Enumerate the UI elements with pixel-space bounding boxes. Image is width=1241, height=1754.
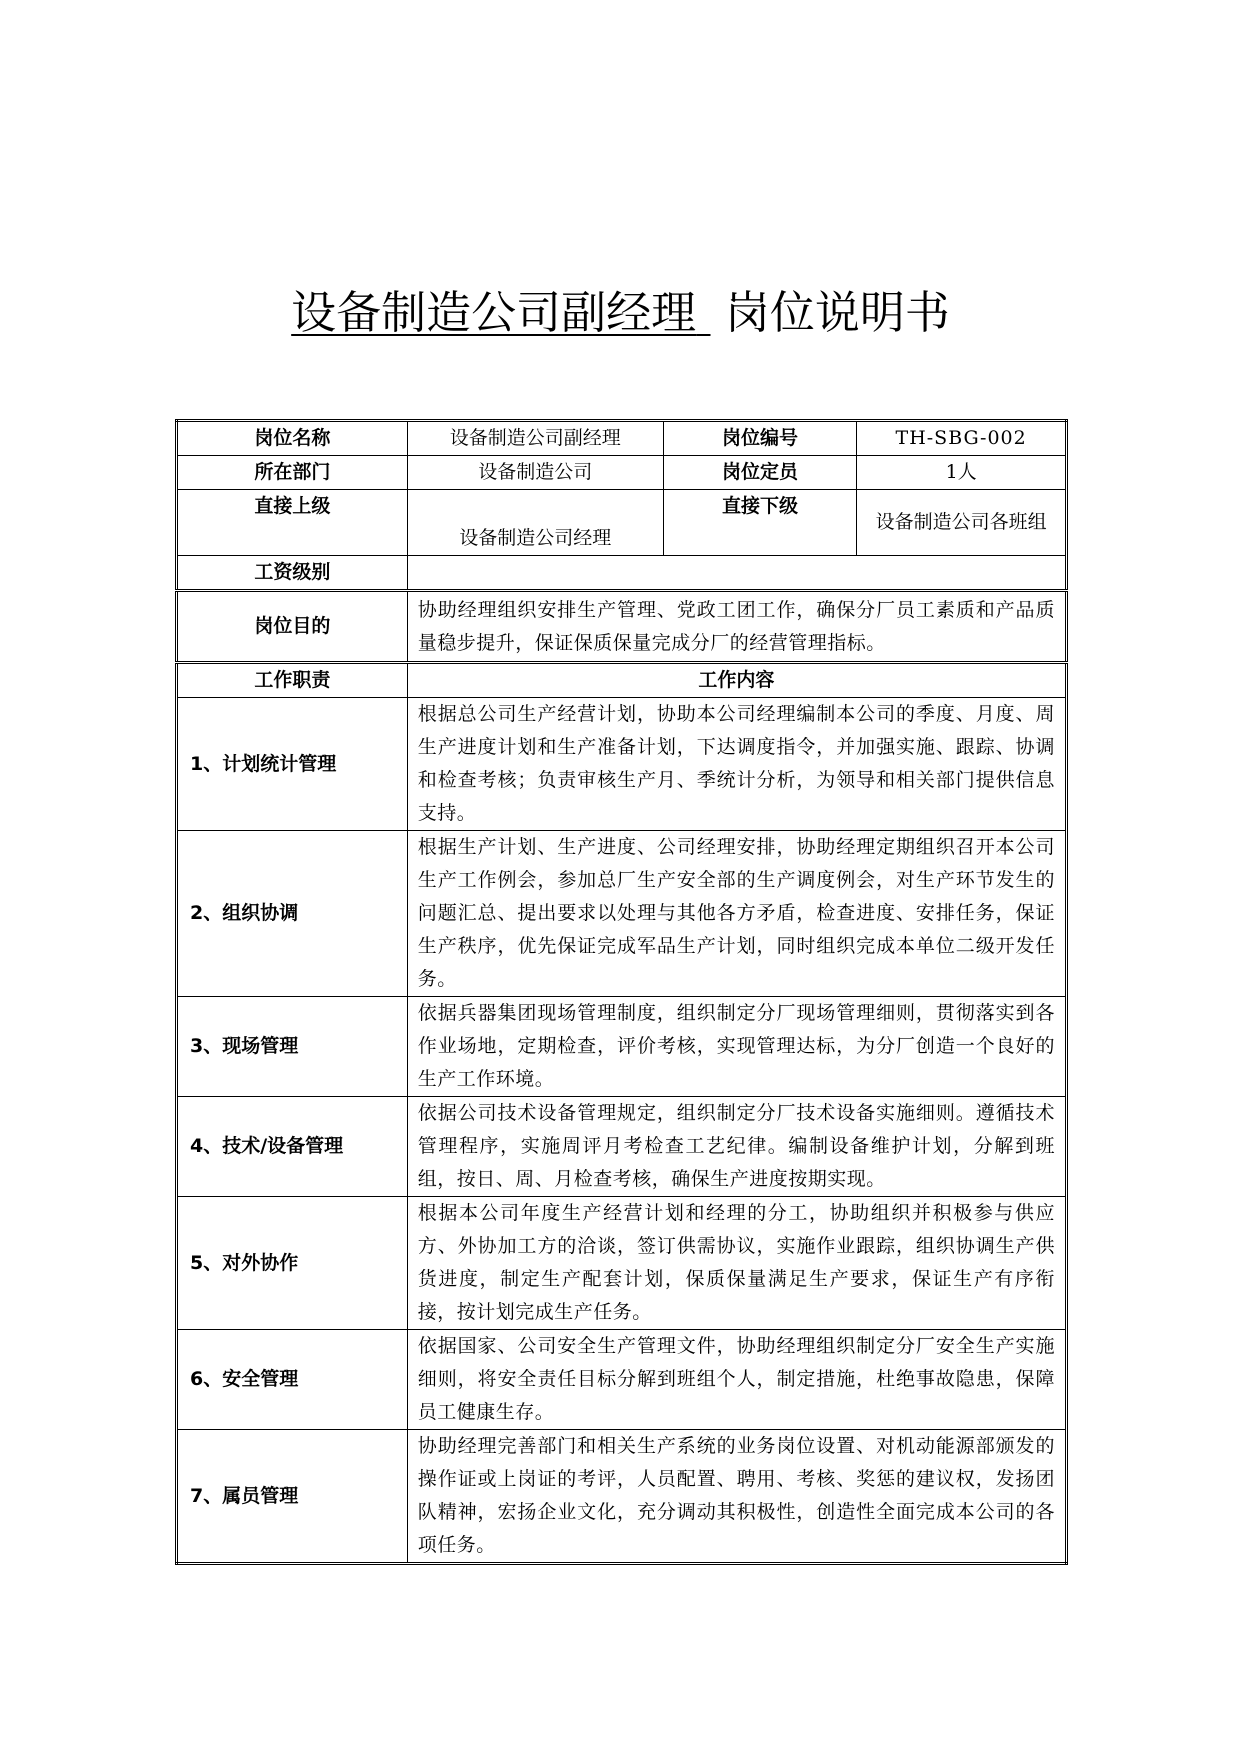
department-label: 所在部门 xyxy=(177,456,408,490)
position-name-label: 岗位名称 xyxy=(177,421,408,456)
duty-row xyxy=(177,1330,1067,1430)
department-value: 设备制造公司 xyxy=(407,456,663,490)
row-department xyxy=(177,456,1067,490)
row-position-name xyxy=(177,421,1067,456)
duty-name: 5、对外协作 xyxy=(177,1197,408,1330)
position-code-value: TH-SBG-002 xyxy=(857,421,1067,456)
document-title xyxy=(0,283,1241,343)
duty-name: 7、属员管理 xyxy=(177,1430,408,1564)
duty-name: 4、技术/设备管理 xyxy=(177,1097,408,1197)
duty-content: 根据生产计划、生产进度、公司经理安排，协助经理定期组织召开本公司生产工作例会，参加总厂生产安全部的生产调度例会，对生产环节发生的问题汇总、提出要求以处理与其他各方矛盾，检查进度、安排任务，保证生产秩序，优先保证完成军品生产计划，同时组织完成本单位二级开发任务。 xyxy=(407,831,1066,997)
duty-content: 依据兵器集团现场管理制度，组织制定分厂现场管理细则，贯彻落实到各作业场地，定期检查，评价考核，实现管理达标，为分厂创造一个良好的生产工作环境。 xyxy=(407,997,1066,1097)
duty-row xyxy=(177,1097,1067,1197)
title-separator xyxy=(696,286,710,339)
duty-row xyxy=(177,1197,1067,1330)
row-duties-header xyxy=(177,663,1067,698)
duty-content: 依据国家、公司安全生产管理文件，协助经理组织制定分厂安全生产实施细则，将安全责任目标分解到班组个人，制定措施，杜绝事故隐患，保障员工健康生存。 xyxy=(407,1330,1066,1430)
row-purpose xyxy=(177,591,1067,663)
title-main: 设备制造公司副经理 xyxy=(291,286,697,339)
duty-row xyxy=(177,1430,1067,1564)
duties-header-col1: 工作职责 xyxy=(177,663,408,698)
duty-name: 3、现场管理 xyxy=(177,997,408,1097)
subordinate-value: 设备制造公司各班组 xyxy=(857,490,1067,556)
superior-label: 直接上级 xyxy=(177,490,408,556)
position-code-label: 岗位编号 xyxy=(663,421,857,456)
duty-content: 协助经理完善部门和相关生产系统的业务岗位设置、对机动能源部颁发的操作证或上岗证的考评，人员配置、聘用、考核、奖惩的建议权，发扬团队精神，宏扬企业文化，充分调动其积极性，创造性全面完成本公司的各项任务。 xyxy=(407,1430,1066,1564)
purpose-text: 协助经理组织安排生产管理、党政工团工作，确保分厂员工素质和产品质量稳步提升，保证保质保量完成分厂的经营管理指标。 xyxy=(407,591,1066,663)
duty-name: 2、组织协调 xyxy=(177,831,408,997)
subordinate-label: 直接下级 xyxy=(663,490,857,556)
title-sub: 岗位说明书 xyxy=(724,286,950,339)
job-description-table xyxy=(175,419,1068,1565)
duty-content: 根据本公司年度生产经营计划和经理的分工，协助组织并积极参与供应方、外协加工方的洽谈，签订供需协议，实施作业跟踪，组织协调生产供货进度，制定生产配套计划，保质保量满足生产要求，保证生产有序衔接，按计划完成生产任务。 xyxy=(407,1197,1066,1330)
duties-header-col2: 工作内容 xyxy=(407,663,1066,698)
duty-row xyxy=(177,831,1067,997)
row-salary xyxy=(177,556,1067,591)
duty-row xyxy=(177,698,1067,831)
salary-label: 工资级别 xyxy=(177,556,408,591)
row-reporting xyxy=(177,490,1067,556)
superior-value: 设备制造公司经理 xyxy=(407,490,663,556)
duty-name: 6、安全管理 xyxy=(177,1330,408,1430)
duty-content: 依据公司技术设备管理规定，组织制定分厂技术设备实施细则。遵循技术管理程序，实施周评月考检查工艺纪律。编制设备维护计划，分解到班组，按日、周、月检查考核，确保生产进度按期实现。 xyxy=(407,1097,1066,1197)
duty-row xyxy=(177,997,1067,1097)
purpose-label: 岗位目的 xyxy=(177,591,408,663)
position-name-value: 设备制造公司副经理 xyxy=(407,421,663,456)
headcount-label: 岗位定员 xyxy=(663,456,857,490)
duty-name: 1、计划统计管理 xyxy=(177,698,408,831)
duty-content: 根据总公司生产经营计划，协助本公司经理编制本公司的季度、月度、周生产进度计划和生产准备计划，下达调度指令，并加强实施、跟踪、协调和检查考核；负责审核生产月、季统计分析，为领导和相关部门提供信息支持。 xyxy=(407,698,1066,831)
headcount-value: 1人 xyxy=(857,456,1067,490)
salary-value xyxy=(407,556,1066,591)
